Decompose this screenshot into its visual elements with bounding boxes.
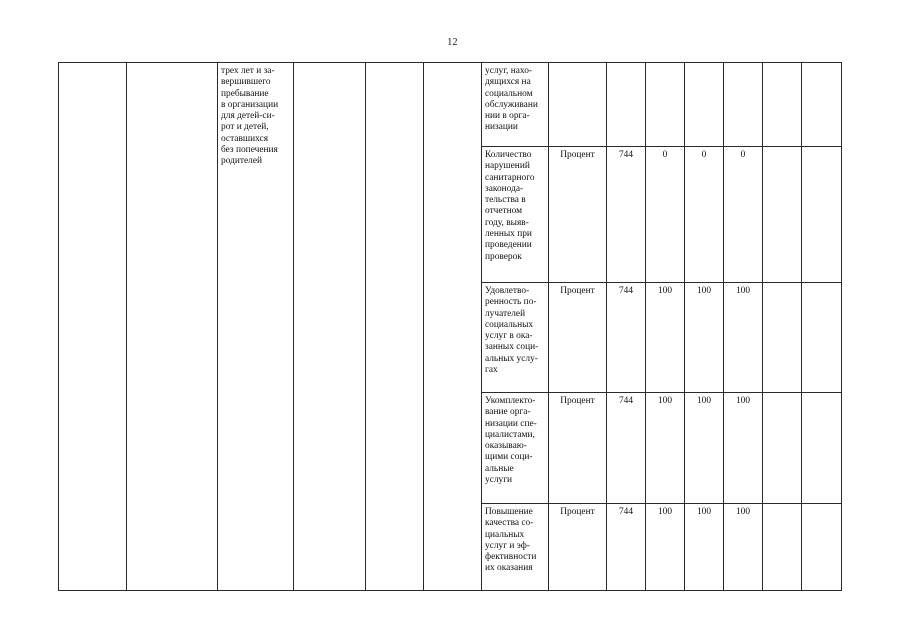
service-description-text: трех лет и за- вершившего пребывание в организации для детей-си- рот и детей, оставшихся без попечения родителей: [221, 66, 279, 167]
page-number: 12: [447, 37, 458, 48]
table-cell-empty: [294, 63, 366, 591]
table-cell-empty: [763, 504, 802, 591]
value-year-3-cell: [724, 283, 763, 393]
value-year-2-cell: [685, 63, 724, 147]
value-year-3: 100: [735, 507, 751, 517]
indicator-name: услуг, нахо- дящихся на социальном обслуживани нии в орга- низации: [485, 66, 538, 133]
table-cell-empty: [802, 283, 842, 393]
indicator-name: Повышение качества со- циальных услуг и эф- фективности их оказания: [485, 507, 537, 574]
table-cell-empty: [802, 63, 842, 147]
value-year-3: 100: [735, 286, 751, 296]
indicator-name-cell: [482, 504, 549, 591]
service-description-cell: [218, 63, 294, 591]
value-year-1-cell: [646, 63, 685, 147]
indicators-table: [58, 62, 842, 591]
value-year-2-cell: [685, 504, 724, 591]
table-cell-empty: [763, 393, 802, 504]
indicator-name-cell: [482, 147, 549, 283]
value-year-3: 0: [740, 150, 746, 160]
value-year-1-cell: [646, 393, 685, 504]
value-year-1-cell: [646, 504, 685, 591]
unit-value: Процент: [560, 150, 595, 160]
code-cell: [607, 147, 646, 283]
okei-code: 744: [618, 507, 634, 517]
value-year-2: 0: [701, 150, 707, 160]
value-year-1: 100: [657, 396, 673, 406]
value-year-2: 100: [696, 396, 712, 406]
unit-value: Процент: [560, 396, 595, 406]
okei-code: 744: [618, 286, 634, 296]
code-cell: [607, 504, 646, 591]
table-cell-empty: [763, 283, 802, 393]
okei-code: 744: [618, 150, 634, 160]
value-year-2-cell: [685, 283, 724, 393]
table-cell-empty: [366, 63, 424, 591]
table-cell-empty: [59, 63, 127, 591]
table-cell-empty: [127, 63, 218, 591]
value-year-3-cell: [724, 393, 763, 504]
code-cell: [607, 63, 646, 147]
value-year-3: 100: [735, 396, 751, 406]
indicator-name-cell: [482, 283, 549, 393]
table-cell-empty: [424, 63, 482, 591]
unit-value: Процент: [560, 286, 595, 296]
value-year-3-cell: [724, 147, 763, 283]
value-year-2: 100: [696, 507, 712, 517]
value-year-3-cell: [724, 63, 763, 147]
table-cell-empty: [802, 393, 842, 504]
code-cell: [607, 283, 646, 393]
indicator-name: Удовлетво- ренность по- лучателей социальных услуг в ока- занных соци- альных услу- гах: [485, 286, 539, 376]
okei-code: 744: [618, 396, 634, 406]
indicator-name-cell: [482, 393, 549, 504]
table-cell-empty: [802, 147, 842, 283]
table-cell-empty: [763, 63, 802, 147]
unit-cell: [549, 63, 607, 147]
value-year-1-cell: [646, 147, 685, 283]
value-year-1: 100: [657, 286, 673, 296]
value-year-1: 0: [662, 150, 668, 160]
value-year-2: 100: [696, 286, 712, 296]
table-row: [59, 63, 842, 147]
unit-value: Процент: [560, 507, 595, 517]
unit-cell: [549, 504, 607, 591]
value-year-2-cell: [685, 147, 724, 283]
table-cell-empty: [802, 504, 842, 591]
value-year-2-cell: [685, 393, 724, 504]
value-year-3-cell: [724, 504, 763, 591]
unit-cell: [549, 393, 607, 504]
code-cell: [607, 393, 646, 504]
table-cell-empty: [763, 147, 802, 283]
unit-cell: [549, 283, 607, 393]
value-year-1: 100: [657, 507, 673, 517]
indicator-name: Количество нарушений санитарного законода- тельства в отчетном году, выяв- ленных при проведении проверок: [485, 150, 535, 262]
indicator-name: Укомплекто- вание орга- низации спе- циалистами, оказываю- щими соци- альные услуги: [485, 396, 537, 486]
unit-cell: [549, 147, 607, 283]
value-year-1-cell: [646, 283, 685, 393]
indicator-name-cell: [482, 63, 549, 147]
